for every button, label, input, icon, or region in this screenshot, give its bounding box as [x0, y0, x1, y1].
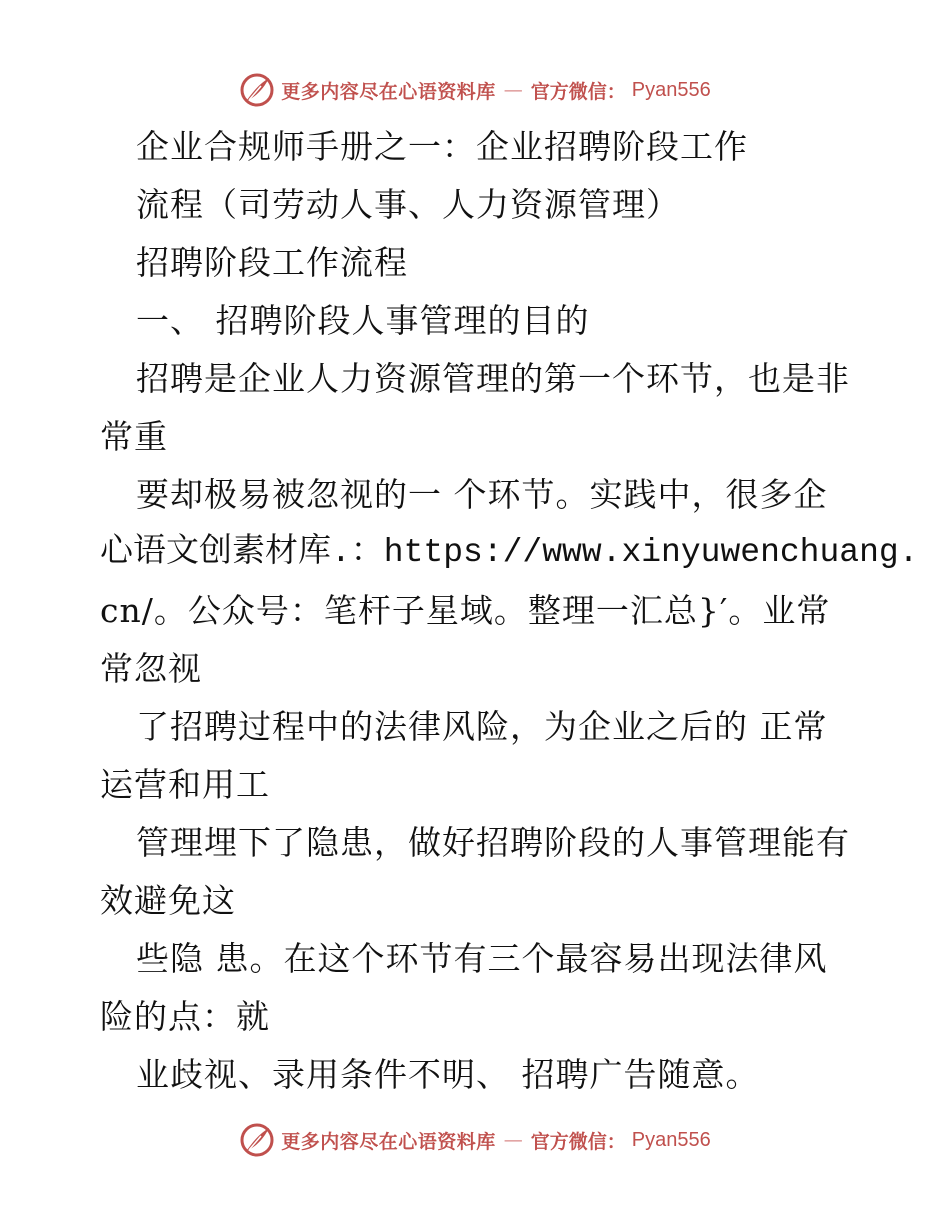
paragraph-line: 了招聘过程中的法律风险，为企业之后的 正常	[136, 707, 828, 746]
paragraph-line: 管理埋下了隐患，做好招聘阶段的人事管理能有	[136, 823, 850, 862]
paragraph-line: 常忽视	[100, 649, 202, 688]
section-heading: 招聘阶段工作流程	[136, 243, 408, 282]
paragraph-line: 效避免这	[100, 881, 236, 920]
paragraph-line: 要却极易被忽视的一 个环节。实践中，很多企	[136, 475, 828, 514]
banner-text: 更多内容尽在心语资料库	[281, 1130, 496, 1153]
paragraph-line: 常重	[100, 417, 168, 456]
paragraph-line: 招聘是企业人力资源管理的第一个环节，也是非	[136, 359, 850, 398]
doc-title-line-1: 企业合规师手册之一：企业招聘阶段工作	[136, 127, 748, 166]
banner-dash: —	[503, 1129, 523, 1151]
paragraph-line: 运营和用工	[100, 765, 270, 804]
paragraph-line: 险的点：就	[100, 997, 270, 1036]
banner-dash: —	[503, 79, 523, 101]
header-banner	[0, 68, 950, 112]
banner-wechat-id: Pyan556	[631, 78, 711, 101]
doc-title-line-2: 流程（司劳动人事、人力资源管理）	[136, 185, 680, 224]
banner-wechat-label: 官方微信：	[530, 1130, 626, 1153]
footer-banner	[0, 1118, 950, 1162]
document-body	[100, 118, 919, 1104]
banner-wechat-id: Pyan556	[631, 1128, 711, 1151]
paragraph-line-url: 心语文创素材库.：https://www.xinyuwenchuang.	[100, 534, 919, 571]
banner-text: 更多内容尽在心语资料库	[281, 80, 496, 103]
feather-pen-logo-icon	[239, 72, 275, 108]
subsection-heading: 一、 招聘阶段人事管理的目的	[136, 301, 590, 340]
banner-wechat-label: 官方微信：	[530, 80, 626, 103]
feather-pen-logo-icon	[239, 1122, 275, 1158]
paragraph-line: cn/。公众号：笔杆子星域。整理一汇总}′。业常	[100, 591, 831, 630]
paragraph-line: 业歧视、录用条件不明、 招聘广告随意。	[136, 1055, 760, 1094]
paragraph-line: 些隐 患。在这个环节有三个最容易出现法律风	[136, 939, 828, 978]
